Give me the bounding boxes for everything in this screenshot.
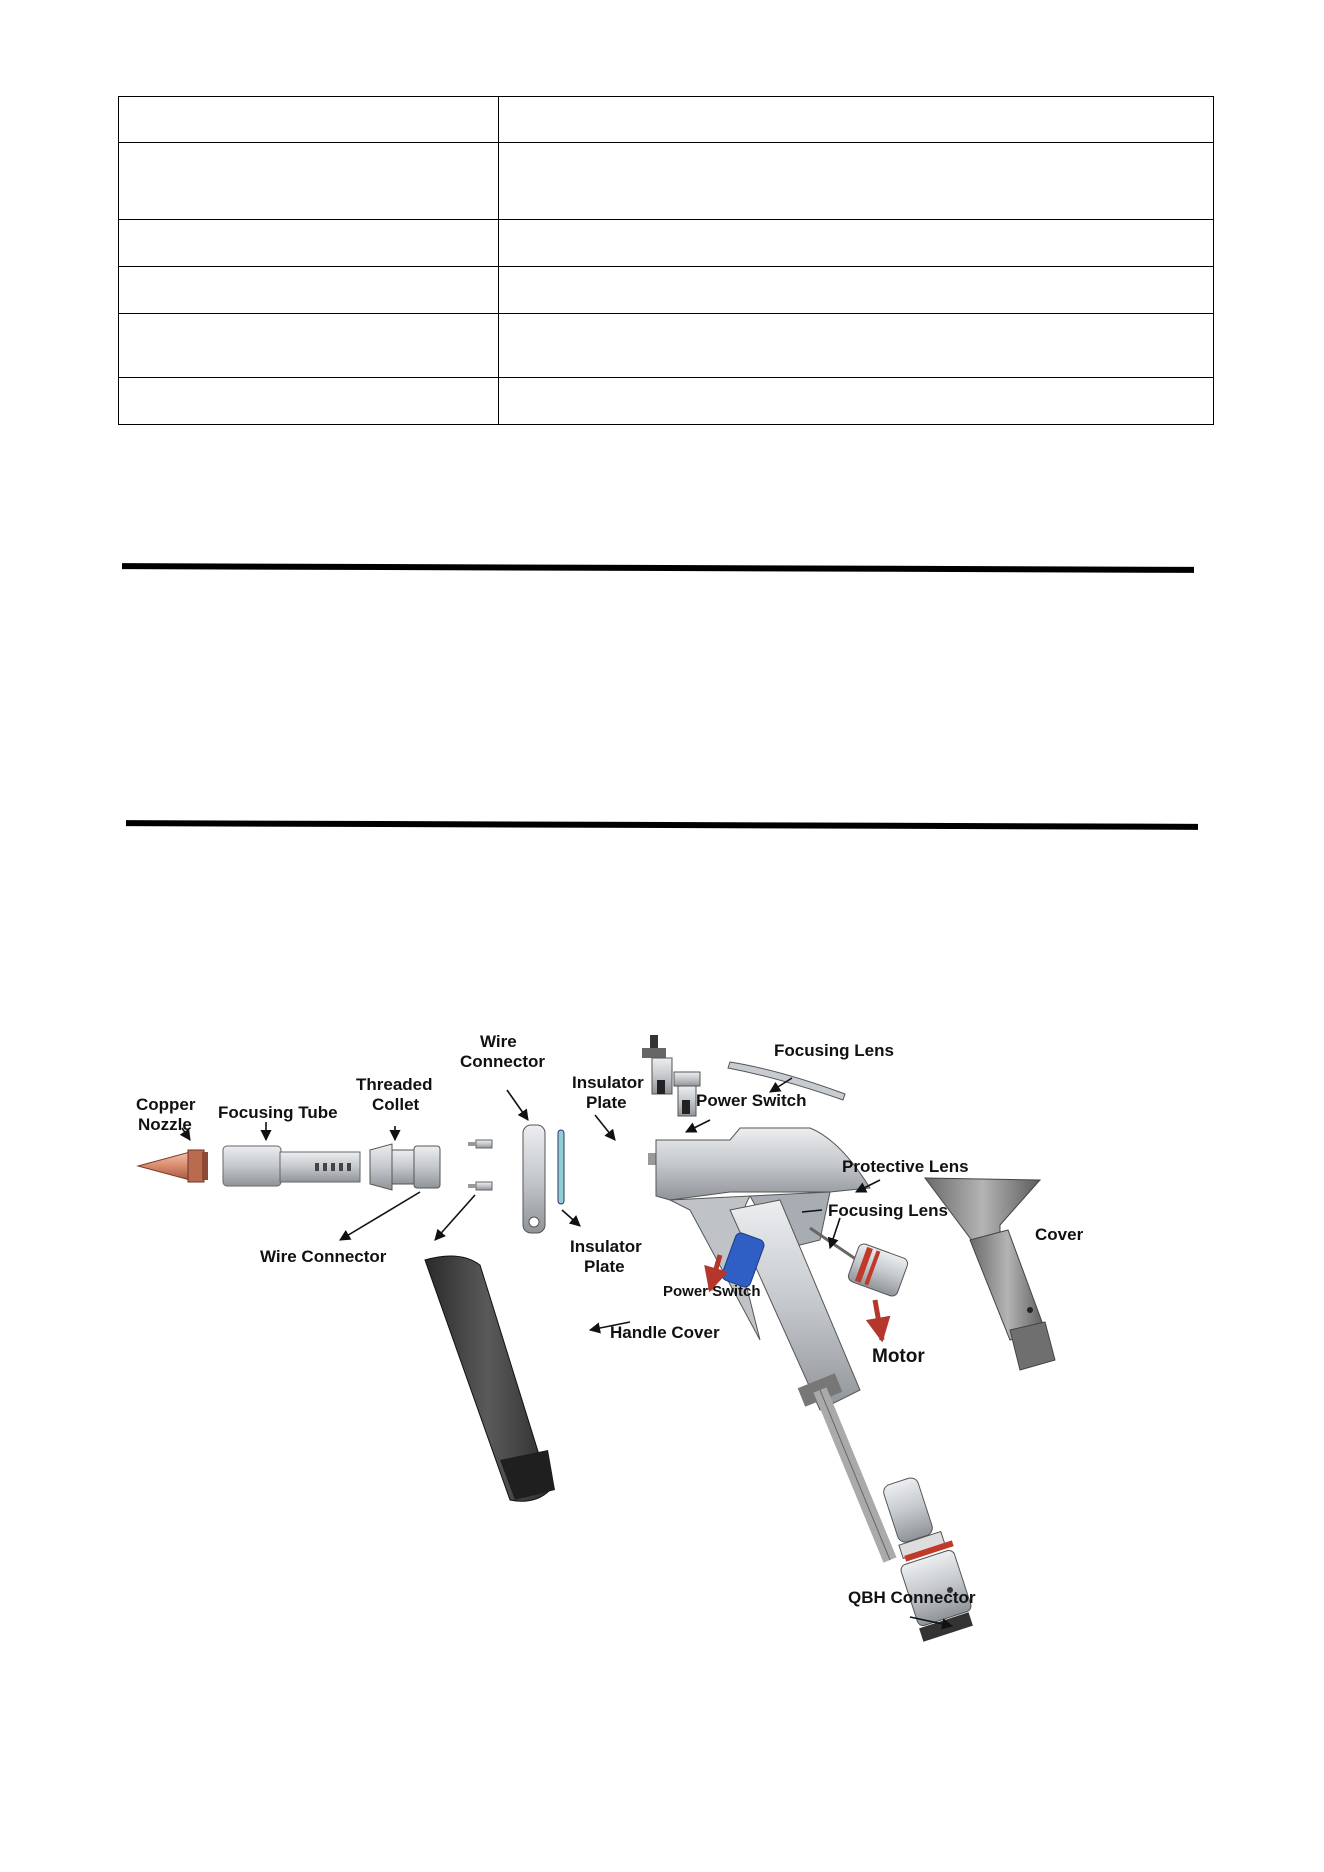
label-power-switch-top: Power Switch [696, 1091, 807, 1110]
label-focusing-lens-mid: Focusing Lens [828, 1201, 948, 1220]
label-wire-connector-top-line2: Connector [460, 1052, 545, 1071]
label-threaded-collet-line1: Threaded [356, 1075, 433, 1094]
label-focusing-tube: Focusing Tube [218, 1103, 338, 1122]
label-protective-lens: Protective Lens [842, 1157, 969, 1176]
insulator-plate-thin [558, 1130, 564, 1204]
table-cell [119, 220, 499, 267]
handle-cover [425, 1256, 555, 1501]
section-rule-bottom [126, 820, 1198, 830]
table-cell [119, 314, 499, 378]
label-power-switch-bottom: Power Switch [663, 1283, 761, 1300]
threaded-collet [370, 1144, 440, 1190]
label-insulator-plate-top-line2: Plate [586, 1093, 627, 1112]
qbh-connector [882, 1476, 973, 1642]
table-cell [499, 97, 1214, 143]
copper-nozzle [138, 1150, 208, 1182]
label-wire-connector-top-line1: Wire [480, 1032, 517, 1051]
table-row [119, 378, 1214, 425]
label-motor: Motor [872, 1346, 925, 1367]
focusing-tube [223, 1146, 360, 1186]
table-row [119, 267, 1214, 314]
welding-head-body [648, 1128, 890, 1560]
label-handle-cover: Handle Cover [610, 1323, 720, 1342]
label-qbh-connector: QBH Connector [848, 1588, 976, 1607]
table-row [119, 97, 1214, 143]
label-insulator-plate-bottom-line1: Insulator [570, 1237, 642, 1256]
table-cell [119, 97, 499, 143]
label-focusing-lens-top: Focusing Lens [774, 1041, 894, 1060]
wire-connector-pins [468, 1140, 492, 1190]
table-cell [499, 220, 1214, 267]
table-cell [499, 267, 1214, 314]
label-copper-nozzle-line2: Nozzle [138, 1115, 192, 1134]
wire-connector-ring [523, 1125, 545, 1233]
table-cell [499, 143, 1214, 220]
motor-arrow [875, 1300, 882, 1340]
table-cell [499, 378, 1214, 425]
table-cell [119, 378, 499, 425]
table-row [119, 220, 1214, 267]
table-cell [499, 314, 1214, 378]
spec-table [118, 96, 1214, 425]
label-insulator-plate-bottom-line2: Plate [584, 1257, 625, 1276]
table-cell [119, 143, 499, 220]
label-copper-nozzle-line1: Copper [136, 1095, 196, 1114]
lens-holder-brackets [642, 1035, 700, 1116]
label-cover: Cover [1035, 1225, 1084, 1244]
label-wire-connector-bottom: Wire Connector [260, 1247, 387, 1266]
exploded-parts-diagram [130, 1000, 1190, 1650]
table-cell [119, 267, 499, 314]
motor [810, 1228, 909, 1298]
label-threaded-collet-line2: Collet [372, 1095, 420, 1114]
section-rule-top [122, 563, 1194, 573]
label-insulator-plate-top-line1: Insulator [572, 1073, 644, 1092]
table-row [119, 143, 1214, 220]
table-row [119, 314, 1214, 378]
